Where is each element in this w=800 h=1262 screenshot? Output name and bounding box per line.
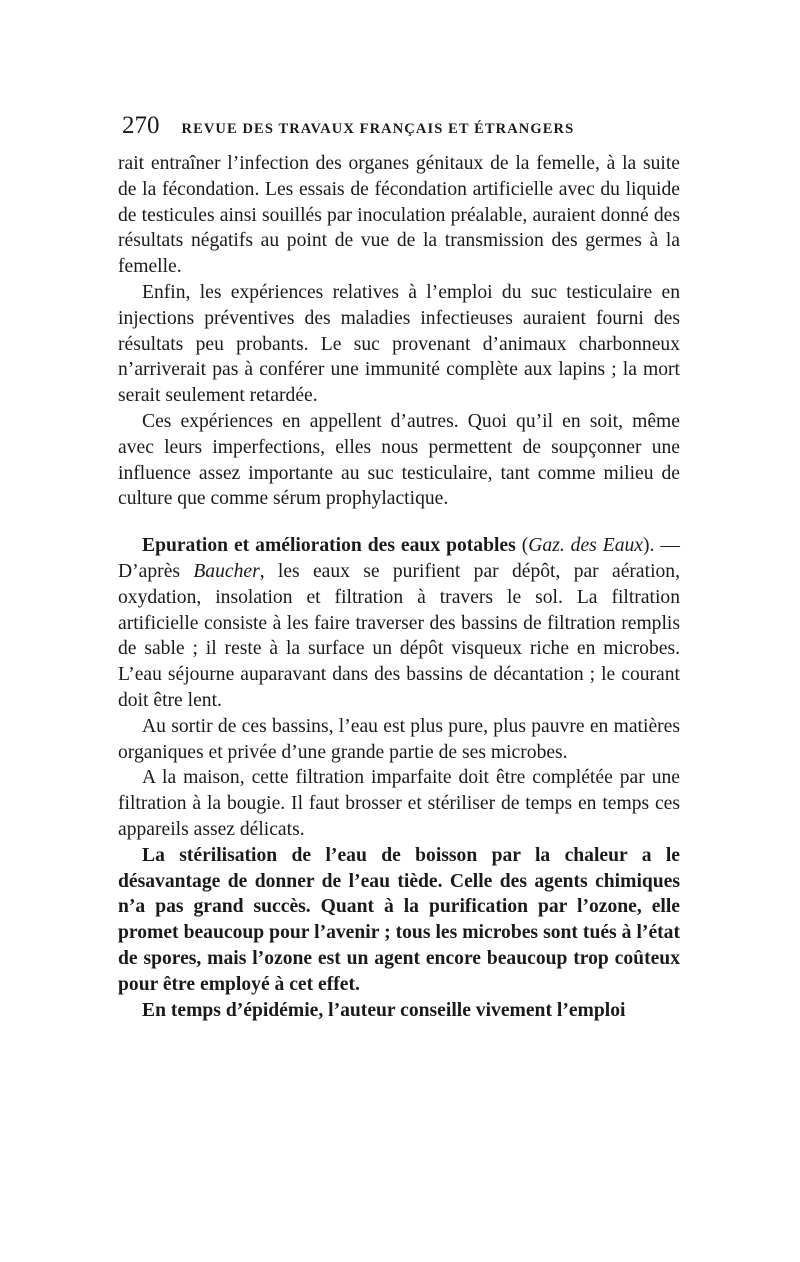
paragraph-sterilisation: La stérilisation de l’eau de boisson par la chaleur a le désavantage de donner de l’eau tiède. Celle des agents chimiques n’a pas grand succès. Quant à la purification par l’ozone, elle promet beaucoup pour l’avenir ; tous les microbes sont tués à l’état de spores, mais l’ozone est un agent encore beaucoup trop coûteux pour être employé à cet effet. bbox=[118, 844, 680, 995]
author-name: Baucher bbox=[193, 560, 260, 582]
paragraph-serum-injections: Enfin, les expériences relatives à l’emploi du suc testiculaire en injections préventives des maladies infectieuses auraient fourni des résultats peu probants. Le suc provenant d’animaux charbonneux n’arriverait pas à conférer une immunité complète aux lapins ; la mort serait seulement retardée. bbox=[118, 281, 680, 407]
section-intro-text: , les eaux se purifient par dépôt, par aération, oxydation, insolation et filtration à travers le sol. La filtration artificielle consiste à les faire traverser des bassins de filtration remplis de sable ; il reste à la surface un dépôt visqueux riche en microbes. L’eau séjourne auparavant dans des bassins de décantation ; le courant doit être lent. bbox=[118, 560, 681, 711]
paragraph-basins: Au sortir de ces bassins, l’eau est plus pure, plus pauvre en matières organiques et privée d’une grande partie de ses microbes. bbox=[118, 715, 680, 763]
source-citation: Gaz. des Eaux bbox=[528, 535, 644, 557]
paragraph-conclusion: Ces expériences en appellent d’autres. Quoi qu’il en soit, même avec leurs imperfections, elles nous permettent de soupçonner une influence assez importante au suc testiculaire, tant comme milieu de culture que comme sérum prophylactique. bbox=[118, 410, 680, 510]
section-intro-paragraph bbox=[118, 533, 680, 714]
page-body bbox=[118, 151, 680, 1023]
paragraph-home-filtration: A la maison, cette filtration imparfaite doit être complétée par une filtration à la bougie. Il faut brosser et stériliser de temps en temps ces appareils assez délicats. bbox=[118, 767, 680, 840]
source-close: ). — D’après bbox=[118, 535, 680, 582]
section-title: Epuration et amélioration des eaux potables bbox=[142, 535, 516, 557]
page-number: 270 bbox=[122, 112, 160, 139]
paragraph-continuation: rait entraîner l’infection des organes génitaux de la femelle, à la suite de la fécondation. Les essais de fécondation artificielle avec du liquide de testicules ainsi souillés par inoculation préalable, auraient donné des résultats négatifs au point de vue de la transmission des germes à la femelle. bbox=[118, 153, 680, 278]
page-header bbox=[122, 112, 682, 140]
paragraph-epidemic: En temps d’épidémie, l’auteur conseille vivement l’emploi bbox=[142, 999, 626, 1021]
source-open: ( bbox=[515, 535, 529, 557]
running-title: REVUE DES TRAVAUX FRANÇAIS ET ÉTRANGERS bbox=[181, 121, 575, 137]
